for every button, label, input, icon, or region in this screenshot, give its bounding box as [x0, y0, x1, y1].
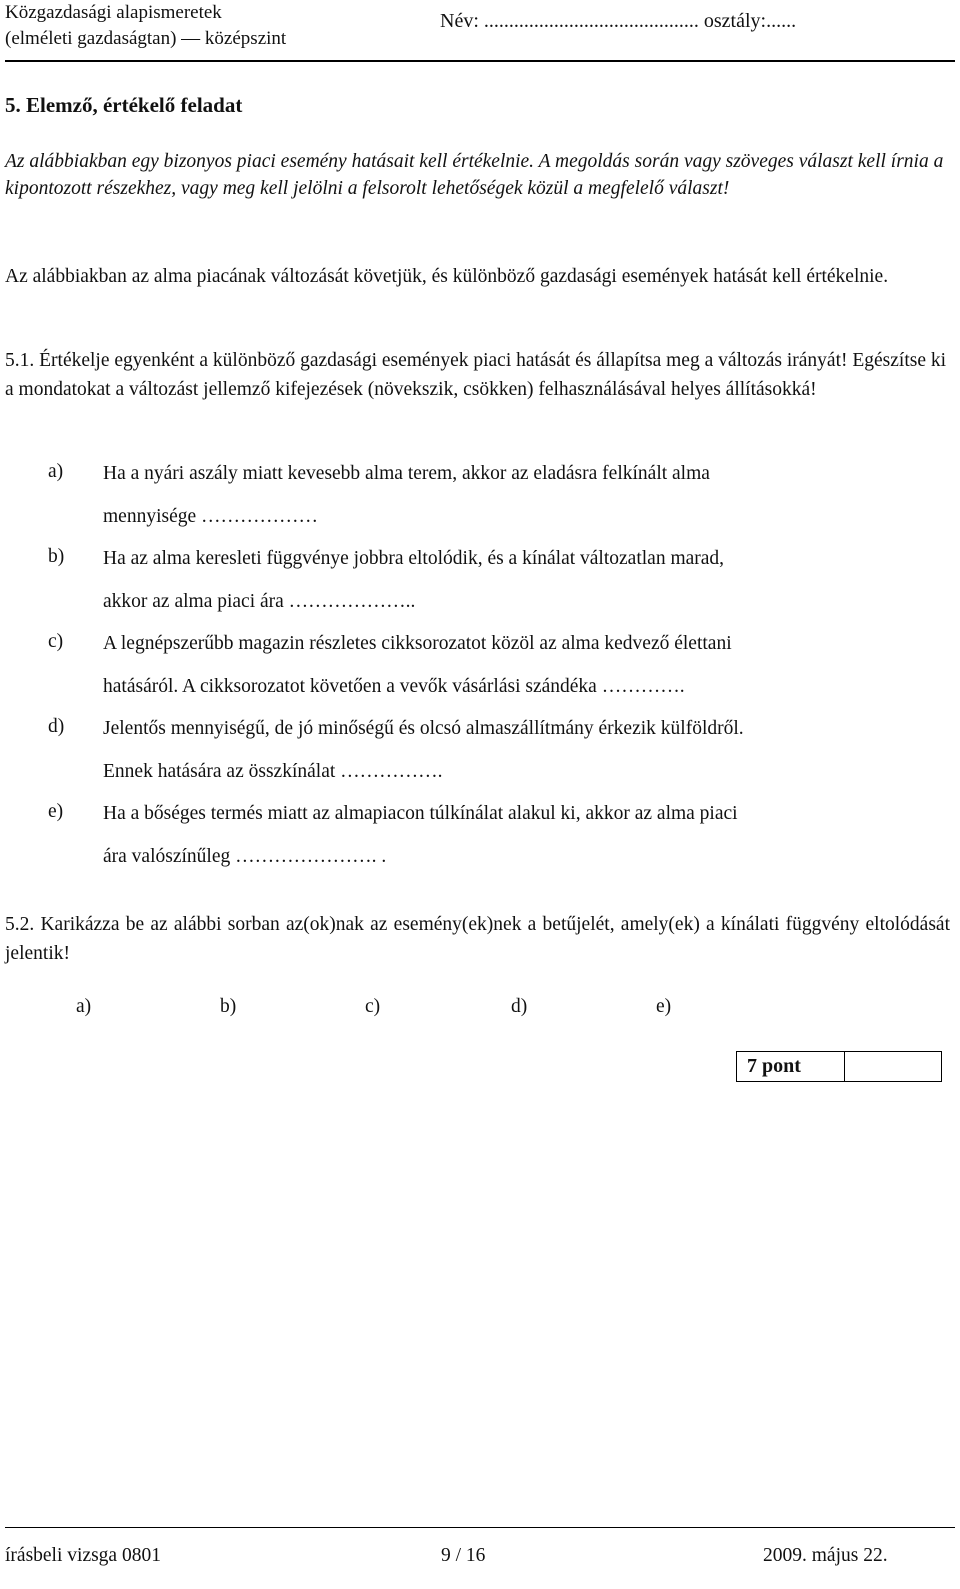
section-context: Az alábbiakban az alma piacának változását követjük, és különböző gazdasági események hatását kell értékelnie.	[5, 266, 889, 287]
score-box	[736, 1051, 942, 1082]
task2-prompt: 5.2. Karikázza be az alábbi sorban az(ok)nak az esemény(ek)nek a betűjelét, amely(ek) a kínálati függvény eltolódását jelentik!	[5, 914, 950, 964]
item-c-letter: c)	[48, 631, 64, 652]
item-e-line2[interactable]: ára valószínűleg …………………. .	[103, 846, 387, 867]
item-c-line2[interactable]: hatásáról. A cikksorozatot követően a vevők vásárlási szándéka ………….	[103, 676, 685, 697]
item-d-line2[interactable]: Ennek hatására az összkínálat …………….	[103, 761, 443, 782]
section-title: 5. Elemző, értékelő feladat	[5, 93, 243, 117]
item-b-text	[103, 537, 943, 623]
option-b[interactable]: b)	[220, 996, 237, 1017]
item-b-line1: Ha az alma keresleti függvénye jobbra eltolódik, és a kínálat változatlan marad,	[103, 548, 725, 569]
item-a-text	[103, 452, 943, 538]
item-d-text	[103, 707, 943, 793]
header-subject-line2: (elméleti gazdaságtan) — középszint	[5, 28, 287, 49]
score-input-cell[interactable]	[845, 1052, 941, 1081]
item-a-line2[interactable]: mennyisége ………………	[103, 506, 319, 527]
item-d-line1: Jelentős mennyiségű, de jó minőségű és olcsó almaszállítmány érkezik külföldről.	[103, 718, 744, 739]
option-d[interactable]: d)	[511, 996, 528, 1017]
footer-page: 9 / 16	[441, 1545, 486, 1566]
item-e-letter: e)	[48, 801, 64, 822]
option-c[interactable]: c)	[365, 996, 381, 1017]
item-e-text	[103, 792, 943, 878]
item-a-letter: a)	[48, 461, 64, 482]
footer-date: 2009. május 22.	[763, 1545, 888, 1566]
section-instructions: Az alábbiakban egy bizonyos piaci esemény hatásait kell értékelnie. A megoldás során vagy szöveges választ kell írnia a kipontozott részekhez, vagy meg kell jelölni a felsorolt lehetőségek közül a megfelelő választ!	[5, 151, 944, 199]
header-divider	[5, 60, 955, 62]
item-a-line1: Ha a nyári aszály miatt kevesebb alma terem, akkor az eladásra felkínált alma	[103, 463, 710, 484]
item-d-letter: d)	[48, 716, 65, 737]
header-subject	[5, 0, 286, 52]
header-subject-line1: Közgazdasági alapismeretek	[5, 2, 222, 23]
option-a[interactable]: a)	[76, 996, 92, 1017]
item-e-line1: Ha a bőséges termés miatt az almapiacon túlkínálat alakul ki, akkor az alma piaci	[103, 803, 738, 824]
header-name-class: Név: ........................................... osztály:......	[440, 10, 797, 32]
item-c-line1: A legnépszerűbb magazin részletes cikksorozatot közöl az alma kedvező élettani	[103, 633, 732, 654]
item-c-text	[103, 622, 943, 708]
item-b-letter: b)	[48, 546, 65, 567]
footer-exam: írásbeli vizsga 0801	[5, 1545, 161, 1566]
item-b-line2[interactable]: akkor az alma piaci ára ………………..	[103, 591, 416, 612]
score-label: 7 pont	[737, 1052, 845, 1081]
option-e[interactable]: e)	[656, 996, 672, 1017]
footer-divider	[5, 1527, 955, 1528]
task1-prompt: 5.1. Értékelje egyenként a különböző gazdasági események piaci hatását és állapítsa meg a változás irányát! Egészítse ki a mondatokat a változást jellemző kifejezések (növekszik, csökken) felhasználásával helyes állításokká!	[5, 350, 947, 400]
